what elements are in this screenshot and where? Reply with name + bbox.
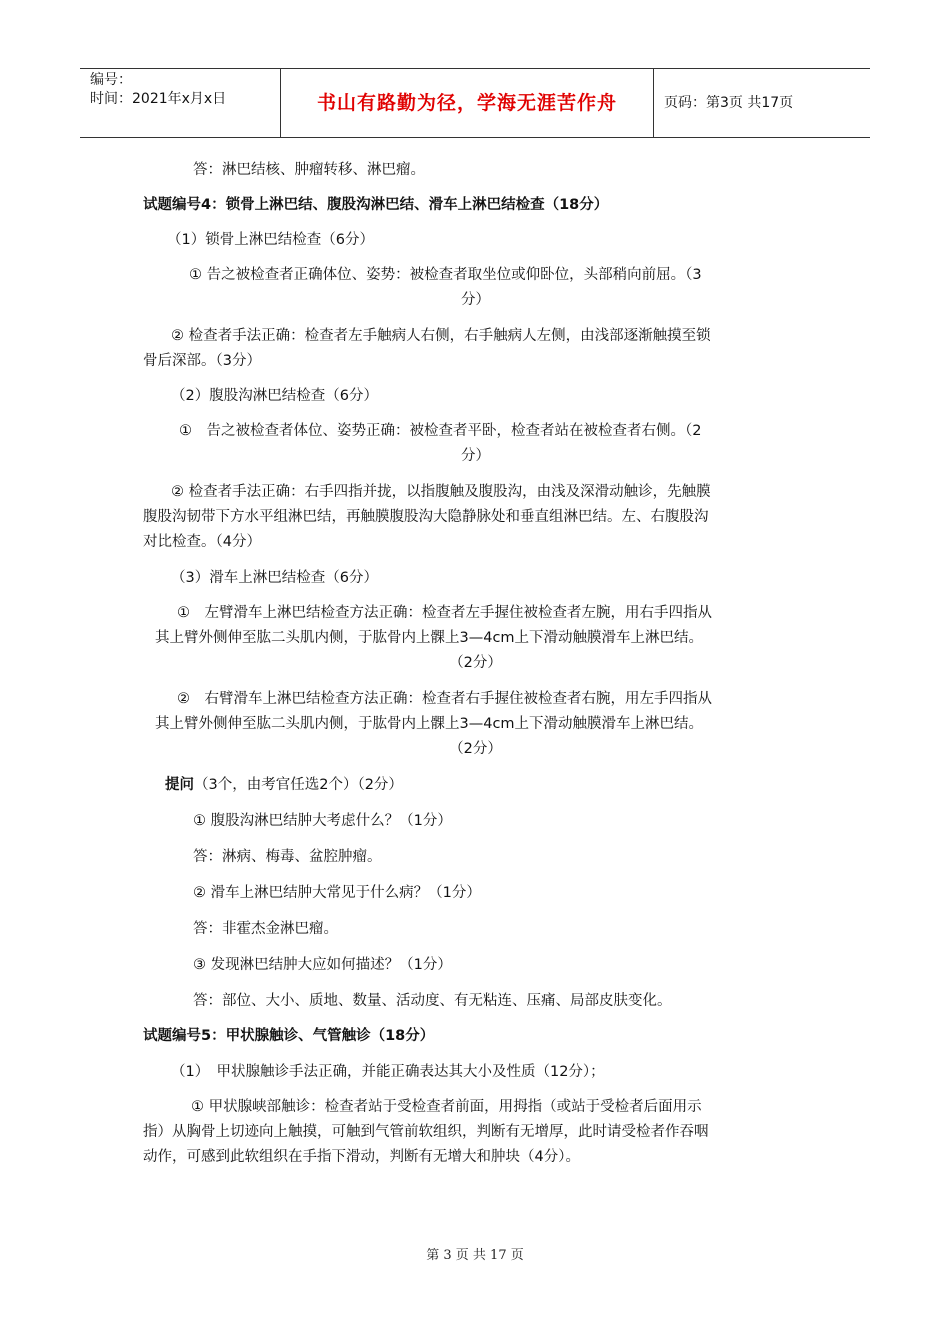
- paragraph-line: ① 左臂滑车上淋巴结检查方法正确：检查者左手握住被检查者左腕，用右手四指从: [177, 605, 712, 621]
- questions-heading: [165, 773, 808, 798]
- paragraph-line: 腹股沟韧带下方水平组淋巴结，再触膜腹股沟大隐静脉处和垂直组淋巴结。左、右腹股沟: [143, 509, 709, 525]
- paragraph-line: ① 告之被检查者体位、姿势正确：被检查者平卧，检查者站在被检查者右侧。（2: [179, 423, 702, 439]
- paragraph-line: 分）: [461, 448, 490, 464]
- subsection-heading: （3）滑车上淋巴结检查（6分）: [171, 570, 378, 586]
- document-time-label: 时间：2021年x月x日: [90, 91, 227, 107]
- header-motto: 书山有路勤为径，学海无涯苦作舟: [316, 92, 617, 114]
- header-motto-cell: [280, 69, 654, 137]
- document-number-label: 编号：: [90, 72, 132, 88]
- question-line: ② 滑车上淋巴结肿大常见于什么病？（1分）: [193, 885, 481, 901]
- subsection-heading: （2）腹股沟淋巴结检查（6分）: [171, 388, 378, 404]
- section-heading-item5: 试题编号5：甲状腺触诊、气管触诊（18分）: [143, 1028, 435, 1044]
- paragraph-line: ② 检查者手法正确：右手四指并拢，以指腹触及腹股沟，由浅及深滑动触诊，先触膜: [171, 484, 711, 500]
- paragraph-line: 其上臂外侧伸至肱二头肌内侧，于肱骨内上髁上3—4cm上下滑动触膜滑车上淋巴结。: [155, 630, 704, 646]
- paragraph-line: 骨后深部。（3分）: [143, 353, 261, 369]
- paragraph-line: ① 告之被检查者正确体位、姿势：被检查者取坐位或仰卧位，头部稍向前屈。（3: [189, 267, 702, 283]
- page-header: [80, 68, 870, 138]
- question-line: ① 腹股沟淋巴结肿大考虑什么？（1分）: [193, 813, 452, 829]
- paragraph-line: ② 右臂滑车上淋巴结检查方法正确：检查者右手握住被检查者右腕，用左手四指从: [177, 691, 712, 707]
- step-paragraph: [143, 263, 808, 313]
- question-line: ③ 发现淋巴结肿大应如何描述？（1分）: [193, 957, 452, 973]
- step-paragraph: [143, 324, 808, 374]
- paragraph-line: ② 检查者手法正确：检查者左手触病人右侧，右手触病人左侧，由浅部逐渐触摸至锁: [171, 328, 711, 344]
- answer-line: 答：非霍杰金淋巴瘤。: [193, 921, 338, 937]
- subsection-heading: （1） 甲状腺触诊手法正确，并能正确表达其大小及性质（12分）；: [171, 1064, 605, 1080]
- paragraph-line: 指）从胸骨上切迹向上触摸，可触到气管前软组织，判断有无增厚，此时请受检者作吞咽: [143, 1124, 709, 1140]
- paragraph-line: ① 甲状腺峡部触诊：检查者站于受检查者前面，用拇指（或站于受检者后面用示: [191, 1099, 702, 1115]
- header-meta: [80, 69, 280, 137]
- subsection-heading: （1）锁骨上淋巴结检查（6分）: [167, 232, 374, 248]
- answer-line: 答：部位、大小、质地、数量、活动度、有无粘连、压痛、局部皮肤变化。: [193, 993, 672, 1009]
- section-heading-item4: 试题编号4：锁骨上淋巴结、腹股沟淋巴结、滑车上淋巴结检查（18分）: [143, 197, 609, 213]
- paragraph-line: （2分）: [449, 655, 502, 671]
- step-paragraph: [143, 419, 808, 469]
- page-footer: 第 3 页 共 17 页: [426, 1248, 524, 1263]
- answer-line: 答：淋巴结核、肿瘤转移、淋巴瘤。: [193, 162, 425, 178]
- step-paragraph: [143, 687, 808, 762]
- paragraph-line: 动作，可感到此软组织在手指下滑动，判断有无增大和肿块（4分）。: [143, 1149, 580, 1165]
- header-page-info: 页码：第3页 共17页: [664, 95, 794, 111]
- step-paragraph: [143, 1095, 808, 1170]
- paragraph-line: 分）: [461, 292, 490, 308]
- answer-line: 答：淋病、梅毒、盆腔肿瘤。: [193, 849, 382, 865]
- step-paragraph: [143, 480, 808, 555]
- document-body: [143, 158, 808, 1170]
- paragraph-line: 对比检查。（4分）: [143, 534, 261, 550]
- questions-note: （3个，由考官任选2个）（2分）: [194, 777, 403, 793]
- questions-label: 提问: [165, 777, 194, 793]
- paragraph-line: （2分）: [449, 741, 502, 757]
- step-paragraph: [143, 601, 808, 676]
- paragraph-line: 其上臂外侧伸至肱二头肌内侧，于肱骨内上髁上3—4cm上下滑动触膜滑车上淋巴结。: [155, 716, 704, 732]
